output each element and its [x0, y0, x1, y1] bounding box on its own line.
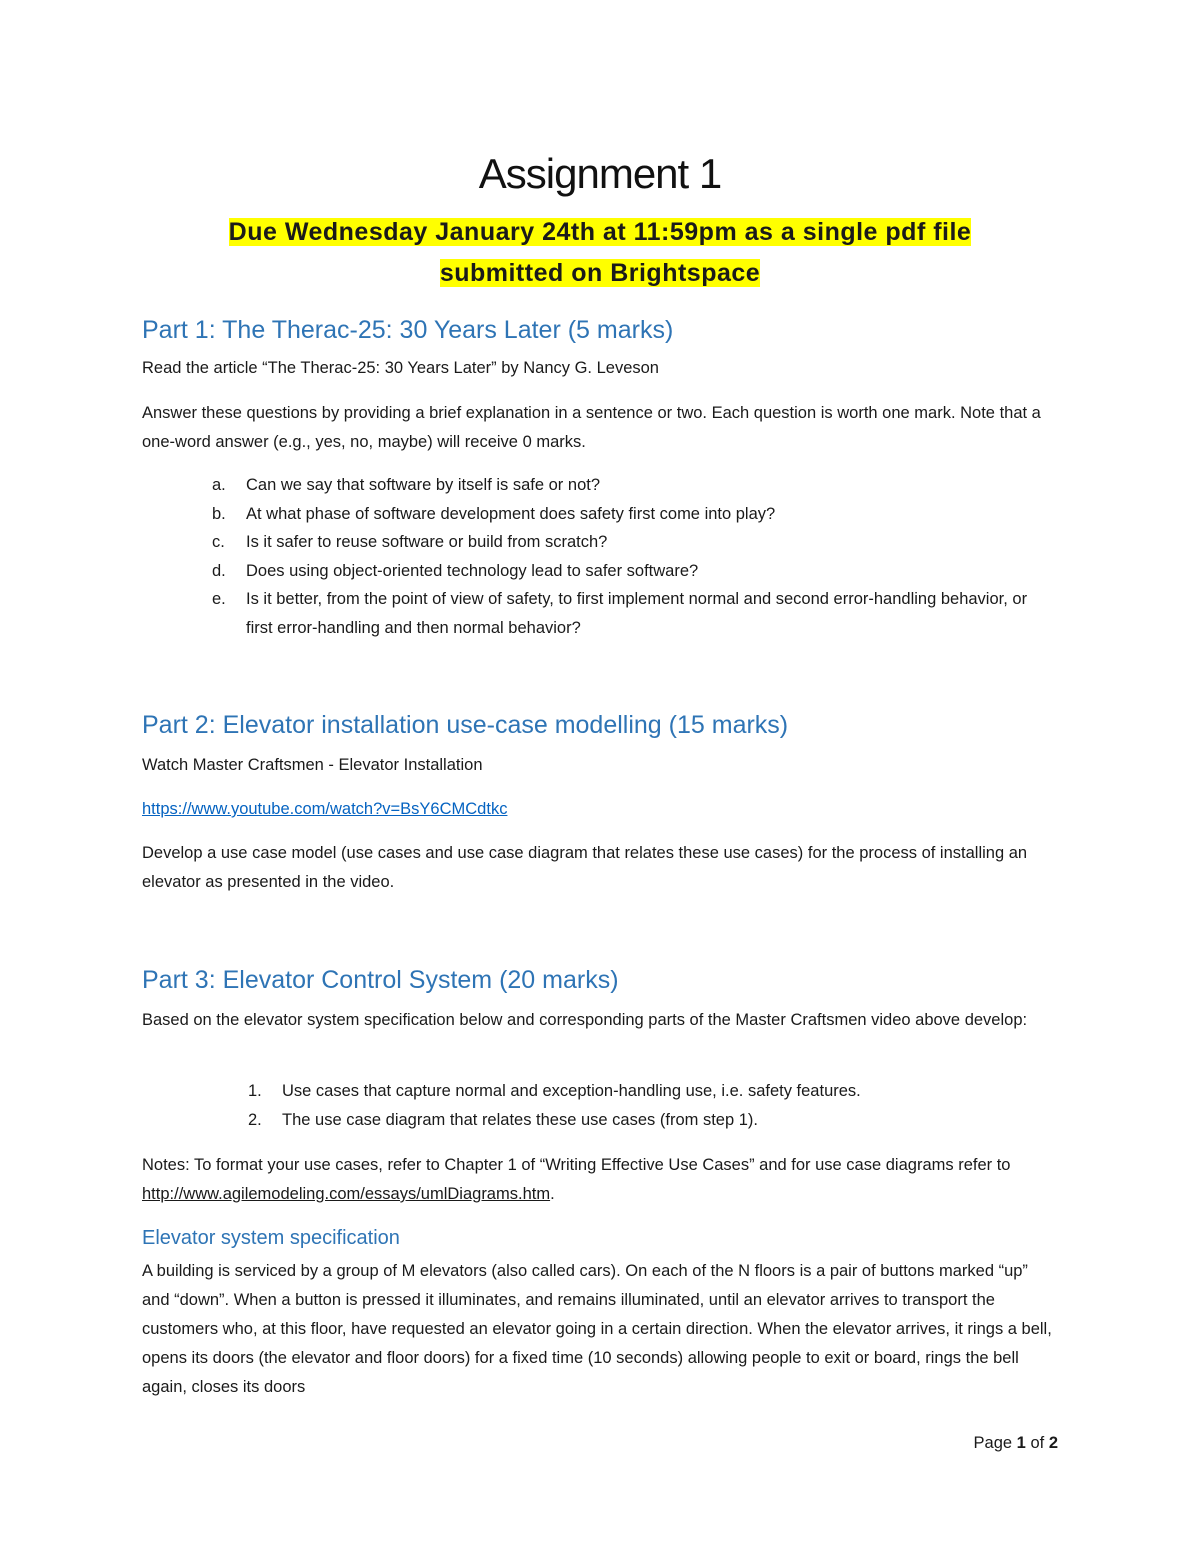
question-marker: b. [212, 505, 226, 523]
question-text: Is it better, from the point of view of safety, to first implement normal and second error-handling behavior, or first error-handling and then normal behavior? [246, 590, 1028, 637]
step-marker: 2. [248, 1111, 262, 1129]
step-text: The use case diagram that relates these use cases (from step 1). [282, 1111, 758, 1129]
part1-instructions: Answer these questions by providing a brief explanation in a sentence or two. Each question is worth one mark. Note that a one-word answer (e.g., yes, no, maybe) will receive 0 marks. [142, 404, 1041, 451]
due-line-2: submitted on Brightspace [439, 259, 761, 287]
question-text: Can we say that software by itself is safe or not? [246, 476, 601, 494]
question-text: At what phase of software development does safety first come into play? [246, 505, 776, 523]
due-notice [142, 212, 1058, 294]
agilemodeling-link[interactable]: http://www.agilemodeling.com/essays/umlDiagrams.htm [142, 1185, 551, 1203]
of-word: of [1030, 1434, 1045, 1452]
part2-link-line [142, 795, 1058, 824]
step-text: Use cases that capture normal and exception-handling use, i.e. safety features. [282, 1082, 861, 1100]
question-marker: a. [212, 476, 226, 494]
page-word: Page [973, 1434, 1013, 1452]
part3-notes [142, 1151, 1058, 1209]
step-marker: 1. [248, 1082, 262, 1100]
question-marker: c. [212, 533, 225, 551]
question-marker: d. [212, 562, 226, 580]
question-marker: e. [212, 590, 226, 608]
part2-instructions: Develop a use case model (use cases and use case diagram that relates these use cases) for the process of installing an elevator as presented in the video. [142, 844, 1028, 891]
spec-text: A building is serviced by a group of M elevators (also called cars). On each of the N floors is a pair of buttons marked “up” and “down”. When a button is pressed it illuminates, and remains illuminated, until an elevator arrives to transport the customers who, at this floor, have requested an elevator going in a certain direction. When the elevator arrives, it rings a bell, opens its doors (the elevator and floor doors) for a fixed time (10 seconds) allowing people to exit or board, rings the bell again, closes its doors [142, 1262, 1052, 1396]
question-text: Does using object-oriented technology lead to safer software? [246, 562, 699, 580]
notes-text: Notes: To format your use cases, refer to Chapter 1 of “Writing Effective Use Cases” and for use case diagrams refer to [142, 1156, 1011, 1174]
part3-heading: Part 3: Elevator Control System (20 marks) [142, 966, 619, 994]
due-line-1: Due Wednesday January 24th at 11:59pm as a single pdf file [228, 218, 972, 246]
part3-intro: Based on the elevator system specification below and corresponding parts of the Master Craftsmen video above develop: [142, 1011, 1028, 1029]
part2-heading: Part 2: Elevator installation use-case modelling (15 marks) [142, 711, 789, 739]
question-text: Is it safer to reuse software or build from scratch? [246, 533, 608, 551]
page-number [974, 1434, 1058, 1453]
youtube-link[interactable]: https://www.youtube.com/watch?v=BsY6CMCdtkc [142, 800, 508, 818]
current-page: 1 [1016, 1434, 1026, 1452]
spec-heading: Elevator system specification [142, 1227, 400, 1249]
part2-watch: Watch Master Craftsmen - Elevator Installation [142, 756, 483, 774]
page-title: Assignment 1 [478, 150, 722, 197]
part1-read: Read the article “The Therac-25: 30 Years Later” by Nancy G. Leveson [142, 359, 659, 377]
notes-suffix: . [550, 1185, 555, 1203]
total-pages: 2 [1048, 1434, 1058, 1452]
part1-heading: Part 1: The Therac-25: 30 Years Later (5 marks) [142, 316, 674, 344]
